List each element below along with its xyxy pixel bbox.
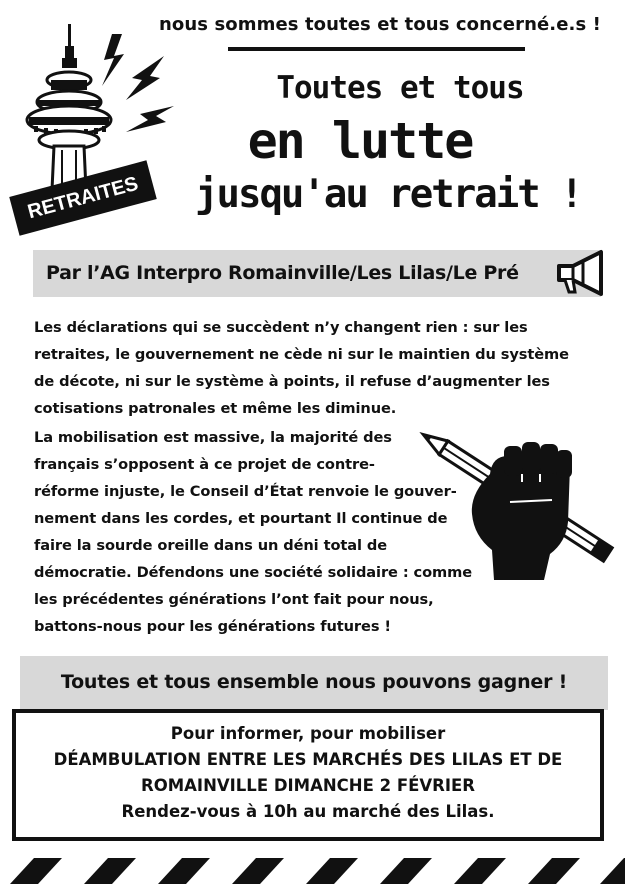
info-line-3: ROMAINVILLE DIMANCHE 2 FÉVRIER — [141, 776, 475, 795]
text-line: les précédentes générations l’ont fait pour nous, — [34, 591, 434, 608]
slogan: Toutes et tous ensemble nous pouvons gagner ! — [60, 671, 568, 693]
text-line: faire la sourde oreille dans un déni total de — [34, 537, 388, 554]
raised-fist-pencil-icon — [418, 410, 625, 590]
text-line: La mobilisation est massive, la majorité des — [34, 429, 392, 446]
text-line: démocratie. Défendons une société solidaire : comme — [34, 564, 473, 581]
ag-banner-text — [46, 262, 519, 284]
text-line: nement dans les cordes, et pourtant Il continue de — [34, 510, 448, 527]
text-line: français s’opposent à ce projet de contre- — [34, 456, 375, 473]
paragraph-2 — [34, 424, 484, 640]
top-tagline: nous sommes toutes et tous concerné.e.s ! — [159, 14, 601, 35]
ag-prefix: Par l’AG — [46, 262, 137, 284]
title-line-2: en lutte — [247, 112, 473, 170]
title-line-1: Toutes et tous — [276, 70, 524, 106]
text-line: de décote, ni sur le système à points, il refuse d’augmenter les — [34, 373, 550, 390]
text-line: retraites, le gouvernement ne cède ni sur le maintien du système — [34, 346, 569, 363]
lightning-bolt-icon — [126, 56, 164, 100]
text-line: battons-nous pour les générations futures ! — [34, 618, 391, 635]
radio-tower-icon — [22, 22, 182, 197]
title-line-3: jusqu'au retrait ! — [195, 172, 582, 217]
ag-places: Romainville/Les Lilas/Le Pré — [221, 262, 519, 284]
info-line-1: Pour informer, pour mobiliser — [170, 724, 446, 743]
caution-stripes — [0, 858, 625, 884]
info-line-4: Rendez-vous à 10h au marché des Lilas. — [121, 802, 495, 821]
info-line-2: DÉAMBULATION ENTRE LES MARCHÉS DES LILAS ET DE — [53, 750, 563, 769]
megaphone-icon — [553, 248, 609, 300]
ag-org: Interpro — [136, 262, 222, 284]
lightning-bolt-icon — [126, 106, 174, 132]
text-line: cotisations patronales et même les diminue. — [34, 400, 397, 417]
text-line: Les déclarations qui se succèdent n’y changent rien : sur les — [34, 319, 528, 336]
tagline-underline — [228, 47, 525, 51]
lightning-bolt-icon — [102, 34, 124, 86]
paragraph-1 — [34, 314, 594, 422]
retraites-badge: RETRAITES — [9, 160, 157, 235]
text-line: réforme injuste, le Conseil d’État renvoie le gouver- — [34, 483, 457, 500]
